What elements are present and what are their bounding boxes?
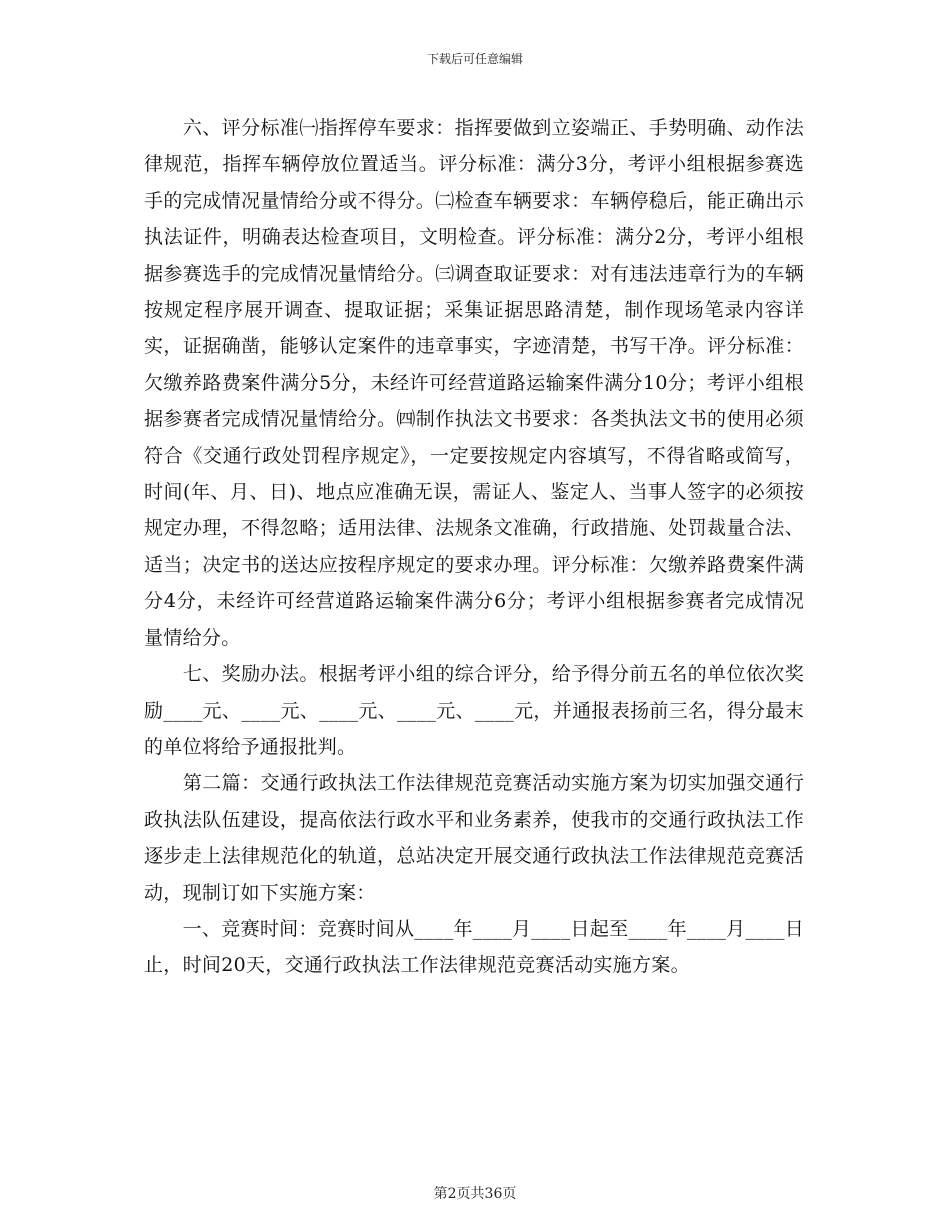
paragraph-competition-time: 一、竞赛时间：竞赛时间从____年____月____日起至____年____月____日止，时间20天，交通行政执法工作法律规范竞赛活动实施方案。 [144, 917, 804, 977]
paragraph-scoring-standards: 六、评分标准㈠指挥停车要求：指挥要做到立姿端正、手势明确、动作法律规范，指挥车辆停放位置适当。评分标准：满分3分，考评小组根据参赛选手的完成情况量情给分或不得分。㈡检查车辆要求：车辆停稳后，能正确出示执法证件，明确表达检查项目，文明检查。评分标准：满分2分，考评小组根据参赛选手的完成情况量情给分。㈢调查取证要求：对有违法违章行为的车辆按规定程序展开调查、提取证据；采集证据思路清楚，制作现场笔录内容详实，证据确凿，能够认定案件的违章事实，字迹清楚，书写干净。评分标准：欠缴养路费案件满分5分，未经许可经营道路运输案件满分10分；考评小组根据参赛者完成情况量情给分。㈣制作执法文书要求：各类执法文书的使用必须符合《交通行政处罚程序规定》，一定要按规定内容填写，不得省略或简写，时间(年、月、日)、地点应准确无误，需证人、鉴定人、当事人签字的必须按规定办理，不得忽略；适用法律、法规条文准确，行政措施、处罚裁量合法、适当；决定书的送达应按程序规定的要求办理。评分标准：欠缴养路费案件满分4分，未经许可经营道路运输案件满分6分；考评小组根据参赛者完成情况量情给分。 [144, 117, 804, 649]
paragraph-reward-method: 七、奖励办法。根据考评小组的综合评分，给予得分前五名的单位依次奖励____元、____元、____元、____元、____元，并通报表扬前三名，得分最末的单位将给予通报批判。 [144, 663, 804, 758]
page-header-note: 下载后可任意编辑 [426, 52, 523, 66]
paragraph-second-article: 第二篇：交通行政执法工作法律规范竞赛活动实施方案为切实加强交通行政执法队伍建设，提高依法行政水平和业务素养，使我市的交通行政执法工作逐步走上法律规范化的轨道，总站决定开展交通行政执法工作法律规范竞赛活动，现制订如下实施方案： [144, 772, 804, 904]
page-number: 第2页共36页 [433, 1186, 517, 1202]
document-body [144, 110, 804, 984]
